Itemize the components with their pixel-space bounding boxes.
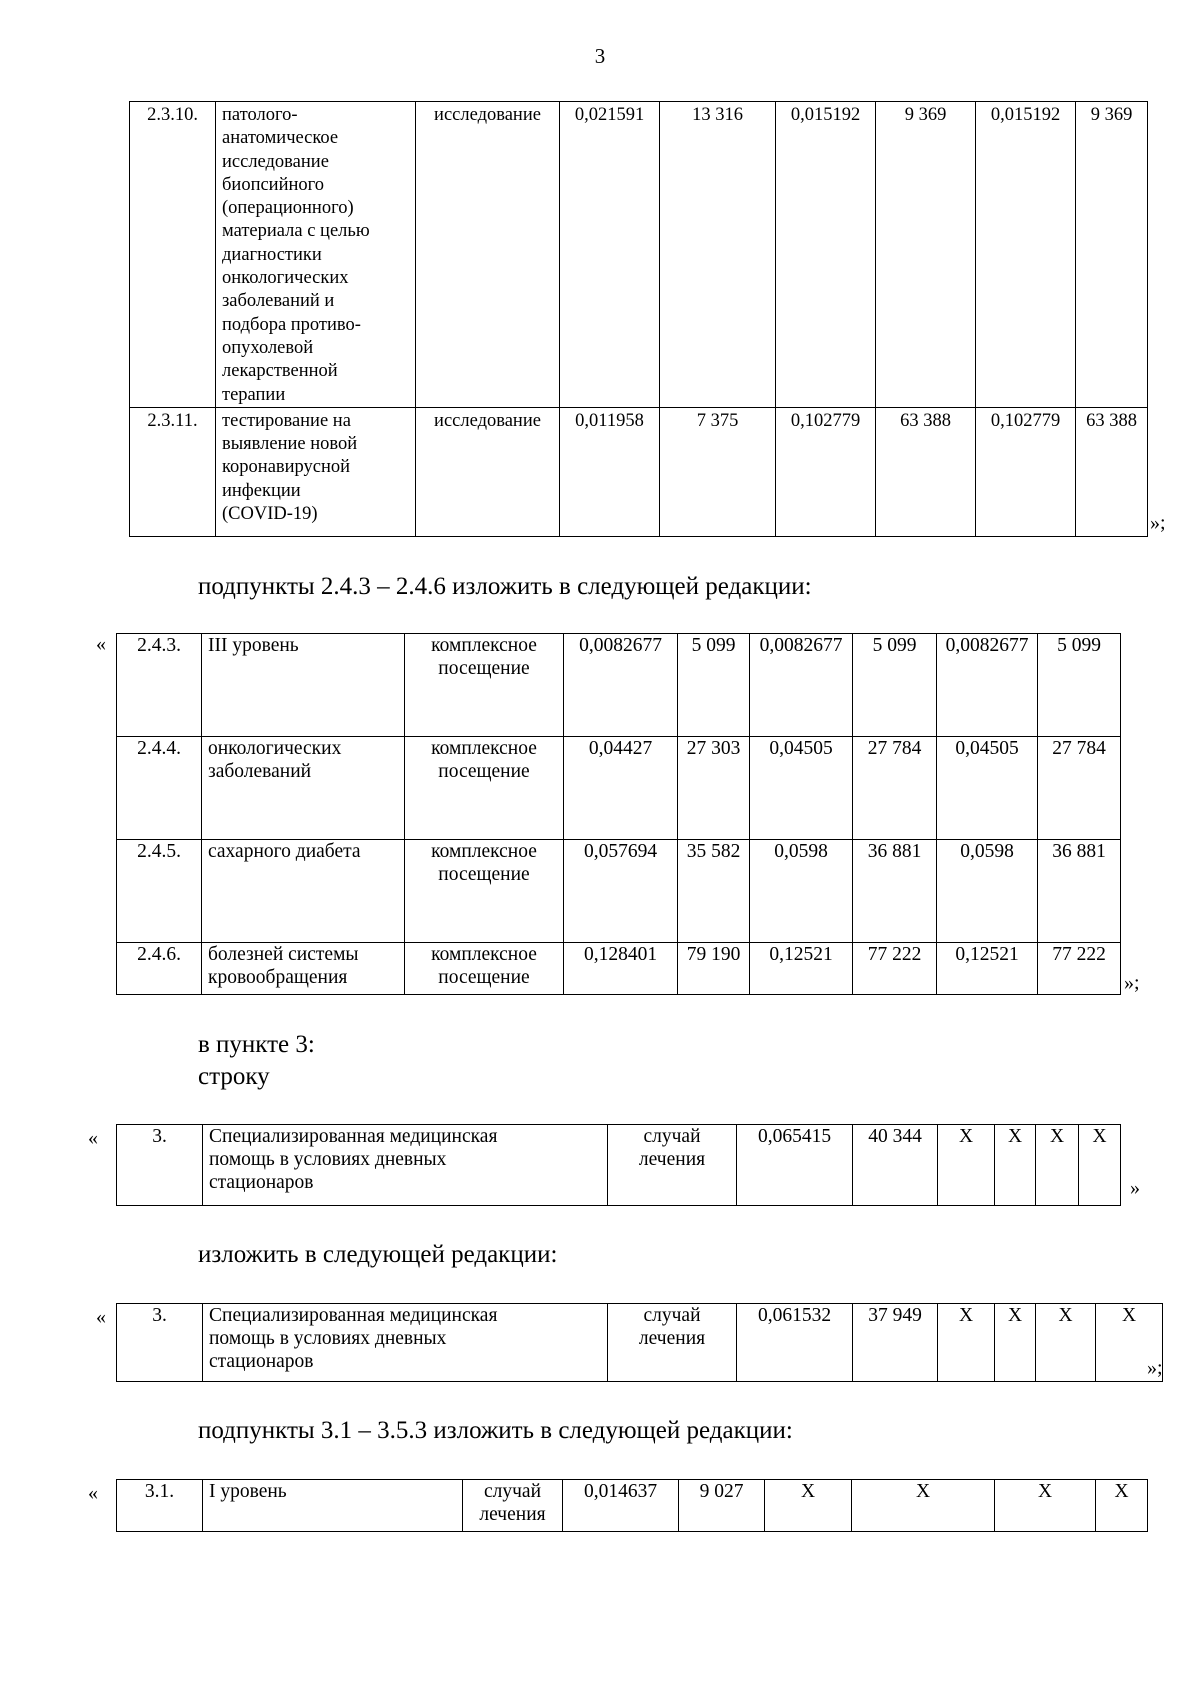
cell-value: 13 316 [660,102,776,408]
row-name: сахарного диабета [202,840,405,943]
cell-value: X [995,1480,1096,1532]
cell-value: 5 099 [853,634,937,737]
cell-value: 0,128401 [564,943,678,995]
row-unit: случай лечения [608,1125,737,1206]
cell-value: 0,011958 [560,407,660,536]
cell-value: 0,014637 [563,1480,679,1532]
cell-value: 27 303 [678,737,750,840]
cell-value: X [1036,1125,1079,1206]
cell-value: 0,0598 [750,840,853,943]
cell-value: 0,0082677 [750,634,853,737]
row-name: патолого- анатомическое исследование биопсийного (операционного) материала с целью диагностики онкологических заболеваний и подбора противо- опухолевой лекарственной терапии [216,102,416,408]
row-name: I уровень [203,1480,463,1532]
open-quote-mark: « [88,1127,98,1149]
row-number: 3.1. [117,1480,203,1532]
cell-value: 63 388 [1076,407,1148,536]
paragraph-stroku: строку [198,1063,270,1090]
paragraph-heading: изложить в следующей редакции: [198,1241,558,1268]
table-row [117,634,1121,737]
row-name: Специализированная медицинская помощь в условиях дневных стационаров [203,1125,608,1206]
cell-value: 9 027 [679,1480,765,1532]
table-row [117,1480,1148,1532]
cell-value: 0,015192 [776,102,876,408]
row-unit: исследование [416,102,560,408]
cell-value: X [1096,1304,1163,1382]
row-name: онкологических заболеваний [202,737,405,840]
cell-value: 0,015192 [976,102,1076,408]
row-number: 2.4.6. [117,943,202,995]
paragraph-punkt: в пункте 3: [198,1031,315,1058]
cell-value: 0,04505 [937,737,1038,840]
cell-value: 0,102779 [776,407,876,536]
table-level-row [116,1479,1148,1532]
cell-value: 0,021591 [560,102,660,408]
cell-value: 0,12521 [750,943,853,995]
cell-value: 40 344 [853,1125,938,1206]
row-number: 3. [117,1304,203,1382]
paragraph-heading: подпункты 2.4.3 – 2.4.6 изложить в следующей редакции: [198,573,812,600]
cell-value: X [995,1304,1036,1382]
row-number: 2.3.10. [130,102,216,408]
table-row [117,1125,1121,1206]
cell-value: 0,102779 [976,407,1076,536]
table-row [117,840,1121,943]
open-quote-mark: « [88,1482,98,1504]
close-quote-mark: »; [1150,512,1166,534]
close-quote-mark: »; [1124,972,1140,994]
row-number: 2.4.4. [117,737,202,840]
row-unit: комплексное посещение [405,737,564,840]
cell-value: 0,057694 [564,840,678,943]
cell-value: 27 784 [1038,737,1121,840]
row-number: 3. [117,1125,203,1206]
cell-value: X [1079,1125,1121,1206]
cell-value: 36 881 [853,840,937,943]
paragraph-heading: подпункты 3.1 – 3.5.3 изложить в следующей редакции: [198,1417,793,1444]
row-unit: комплексное посещение [405,943,564,995]
row-name: III уровень [202,634,405,737]
cell-value: 36 881 [1038,840,1121,943]
row-unit: случай лечения [608,1304,737,1382]
cell-value: 0,0598 [937,840,1038,943]
cell-value: 0,061532 [737,1304,853,1382]
open-quote-mark: « [96,633,106,655]
table-row [130,102,1148,408]
open-quote-mark: « [96,1306,106,1328]
cell-value: 27 784 [853,737,937,840]
row-unit: случай лечения [463,1480,563,1532]
cell-value: 37 949 [853,1304,938,1382]
cell-value: 0,065415 [737,1125,853,1206]
page-number: 3 [594,44,606,68]
row-number: 2.4.3. [117,634,202,737]
cell-value: 0,0082677 [937,634,1038,737]
cell-value: 0,0082677 [564,634,678,737]
table-row [117,943,1121,995]
table-visits [116,633,1121,995]
cell-value: X [765,1480,852,1532]
cell-value: 9 369 [876,102,976,408]
row-name: Специализированная медицинская помощь в условиях дневных стационаров [203,1304,608,1382]
cell-value: X [995,1125,1036,1206]
cell-value: 5 099 [1038,634,1121,737]
cell-value: 0,04427 [564,737,678,840]
cell-value: 7 375 [660,407,776,536]
close-quote-mark: »; [1147,1357,1163,1379]
table-new-row [116,1303,1163,1382]
table-row [117,1304,1163,1382]
cell-value: 35 582 [678,840,750,943]
row-number: 2.3.11. [130,407,216,536]
table-radiology [129,101,1148,537]
cell-value: 63 388 [876,407,976,536]
cell-value: X [938,1125,995,1206]
cell-value: X [852,1480,995,1532]
cell-value: 77 222 [853,943,937,995]
cell-value: X [1036,1304,1096,1382]
cell-value: X [938,1304,995,1382]
row-unit: комплексное посещение [405,840,564,943]
cell-value: 9 369 [1076,102,1148,408]
cell-value: 79 190 [678,943,750,995]
row-name: тестирование на выявление новой коронавирусной инфекции (COVID-19) [216,407,416,536]
row-unit: исследование [416,407,560,536]
table-row [117,737,1121,840]
close-quote-mark: » [1130,1177,1140,1199]
row-name: болезней системы кровообращения [202,943,405,995]
cell-value: 0,12521 [937,943,1038,995]
cell-value: 77 222 [1038,943,1121,995]
row-number: 2.4.5. [117,840,202,943]
table-old-row [116,1124,1121,1206]
table-row [130,407,1148,536]
cell-value: X [1096,1480,1148,1532]
cell-value: 5 099 [678,634,750,737]
row-unit: комплексное посещение [405,634,564,737]
cell-value: 0,04505 [750,737,853,840]
